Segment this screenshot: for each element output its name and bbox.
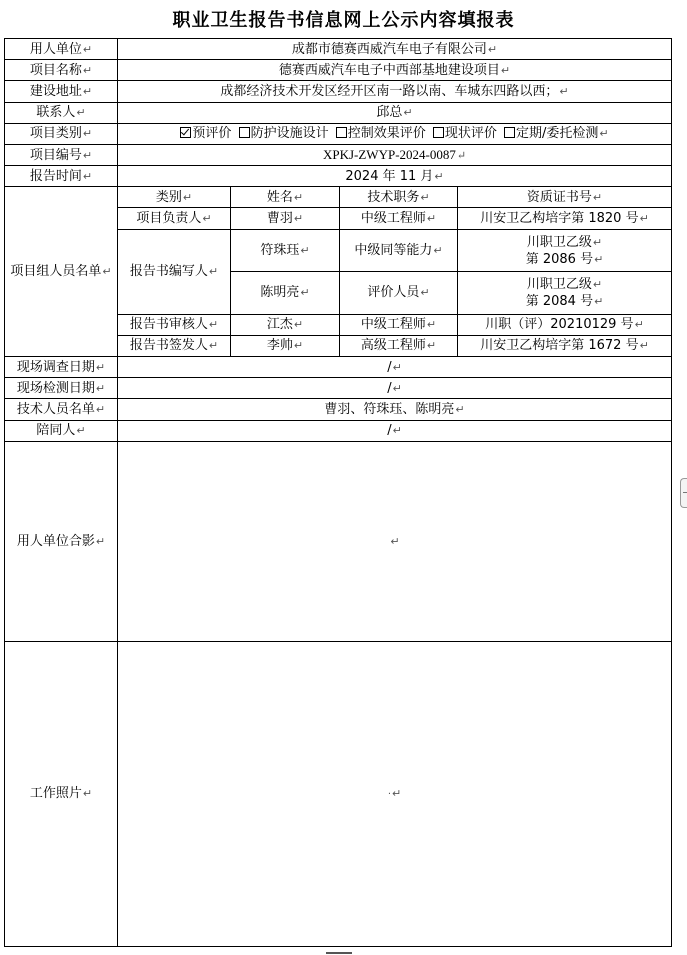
team-header-category: 类别↵ — [118, 187, 231, 207]
address-row — [5, 81, 672, 102]
accompany-label: 陪同人↵ — [5, 420, 118, 441]
team-header-row — [5, 187, 672, 207]
team-header-name: 姓名↵ — [231, 187, 340, 207]
group-photo-row — [5, 441, 672, 641]
category-label: 项目类别↵ — [5, 123, 118, 144]
writer-role: 报告书编写人↵ — [118, 229, 231, 314]
address-value: 成都经济技术开发区经开区南一路以南、车城东四路以西；↵ — [118, 81, 672, 102]
checkbox-icon[interactable] — [239, 127, 250, 138]
work-photo-row — [5, 641, 672, 946]
page-bottom-marker — [326, 952, 352, 954]
writer1-title: 中级同等能力↵ — [340, 229, 458, 271]
checked-checkbox-icon[interactable] — [180, 127, 191, 138]
writer2-title: 评价人员↵ — [340, 272, 458, 314]
report-time-value: 2024 年 11 月↵ — [118, 166, 672, 187]
detect-date-label: 现场检测日期↵ — [5, 378, 118, 399]
detect-date-value: /↵ — [118, 378, 672, 399]
issuer-cert: 川安卫乙构培字第 1672 号↵ — [458, 335, 672, 356]
tech-staff-label: 技术人员名单↵ — [5, 399, 118, 420]
reviewer-role: 报告书审核人↵ — [118, 314, 231, 335]
report-time-row — [5, 166, 672, 187]
lead-cert: 川安卫乙构培字第 1820 号↵ — [458, 207, 672, 229]
employer-label: 用人单位↵ — [5, 39, 118, 60]
checkbox-icon[interactable] — [504, 127, 515, 138]
lead-name: 曹羽↵ — [231, 207, 340, 229]
category-option-status-evaluation[interactable]: 现状评价 — [430, 126, 497, 141]
issuer-role: 报告书签发人↵ — [118, 335, 231, 356]
writer2-name: 陈明亮↵ — [231, 272, 340, 314]
team-label: 项目组人员名单↵ — [5, 187, 118, 357]
checkbox-icon[interactable] — [433, 127, 444, 138]
reviewer-name: 江杰↵ — [231, 314, 340, 335]
writer2-cert: 川职卫乙级↵ 第 2084 号↵ — [458, 272, 672, 314]
reviewer-title: 中级工程师↵ — [340, 314, 458, 335]
group-photo-label: 用人单位合影↵ — [5, 441, 118, 641]
team-header-title: 技术职务↵ — [340, 187, 458, 207]
category-row — [5, 123, 672, 144]
project-name-value: 德赛西威汽车电子中西部基地建设项目↵ — [118, 60, 672, 81]
survey-date-value: /↵ — [118, 357, 672, 378]
issuer-title: 高级工程师↵ — [340, 335, 458, 356]
accompany-row — [5, 420, 672, 441]
reviewer-cert: 川职（评）20210129 号↵ — [458, 314, 672, 335]
work-photo-label: 工作照片↵ — [5, 641, 118, 946]
contact-label: 联系人↵ — [5, 102, 118, 123]
survey-date-label: 现场调查日期↵ — [5, 357, 118, 378]
address-label: 建设地址↵ — [5, 81, 118, 102]
employer-row — [5, 39, 672, 60]
issuer-name: 李帅↵ — [231, 335, 340, 356]
writer1-name: 符珠珏↵ — [231, 229, 340, 271]
lead-role: 项目负责人↵ — [118, 207, 231, 229]
category-option-protection-design[interactable]: 防护设施设计 — [236, 126, 329, 141]
category-option-periodic-detection[interactable]: 定期/委托检测 — [501, 126, 598, 141]
tech-staff-row — [5, 399, 672, 420]
project-name-row — [5, 60, 672, 81]
work-photo-area: ·↵ — [118, 641, 672, 946]
contact-row — [5, 102, 672, 123]
contact-value: 邱总↵ — [118, 102, 672, 123]
tech-staff-value: 曹羽、符珠珏、陈明亮↵ — [118, 399, 672, 420]
category-options: 预评价 防护设施设计 控制效果评价 现状评价 定期/委托检测↵ — [118, 123, 672, 144]
report-time-label: 报告时间↵ — [5, 166, 118, 187]
category-option-pre-evaluation[interactable]: 预评价 — [180, 126, 231, 141]
category-option-control-effect[interactable]: 控制效果评价 — [333, 126, 426, 141]
accompany-value: /↵ — [118, 420, 672, 441]
group-photo-area: ↵ — [118, 441, 672, 641]
disclosure-form-table — [4, 38, 672, 947]
employer-value: 成都市德赛西威汽车电子有限公司↵ — [118, 39, 672, 60]
lead-title: 中级工程师↵ — [340, 207, 458, 229]
side-panel-handle[interactable] — [680, 478, 687, 508]
checkbox-icon[interactable] — [336, 127, 347, 138]
detect-date-row — [5, 378, 672, 399]
project-no-row — [5, 145, 672, 166]
team-header-cert: 资质证书号↵ — [458, 187, 672, 207]
project-no-label: 项目编号↵ — [5, 145, 118, 166]
survey-date-row — [5, 357, 672, 378]
project-no-value: XPKJ-ZWYP-2024-0087↵ — [118, 145, 672, 166]
project-name-label: 项目名称↵ — [5, 60, 118, 81]
writer1-cert: 川职卫乙级↵ 第 2086 号↵ — [458, 229, 672, 271]
page-title: 职业卫生报告书信息网上公示内容填报表 — [172, 10, 515, 31]
